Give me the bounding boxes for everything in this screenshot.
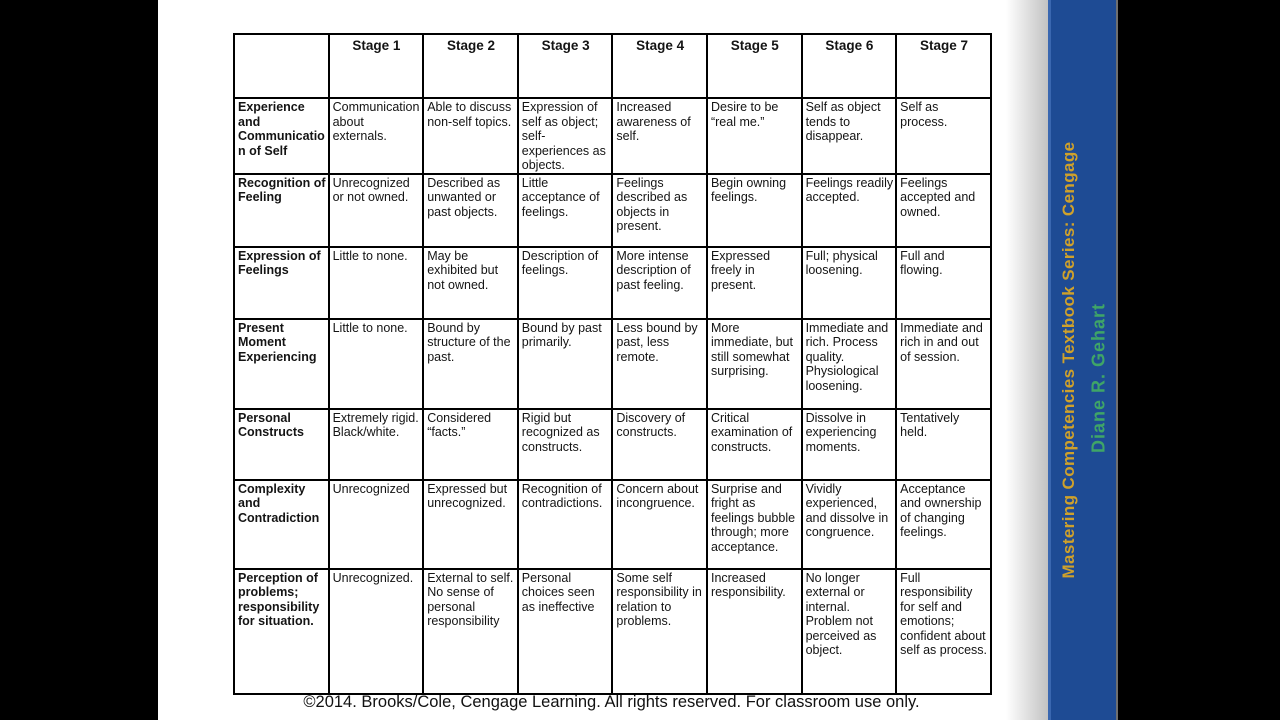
row-header: Experience and Communication of Self (234, 98, 329, 174)
table-row (234, 98, 991, 174)
slide-page (158, 0, 1048, 720)
stages-rubric (233, 33, 992, 695)
table-cell: Feelings described as objects in present. (612, 174, 707, 247)
table-cell: Feelings accepted and owned. (896, 174, 991, 247)
table-cell: Description of feelings. (518, 247, 613, 319)
table-cell: Dissolve in experiencing moments. (802, 409, 897, 480)
table-cell: External to self. No sense of personal responsibility (423, 569, 518, 694)
series-title-vertical-text: Mastering Competencies Textbook Series: Cengage (1059, 141, 1078, 579)
table-header-row (234, 34, 991, 98)
stages-table (233, 33, 992, 695)
table-cell: Feelings readily accepted. (802, 174, 897, 247)
table-cell: Tentatively held. (896, 409, 991, 480)
table-cell: Considered “facts.” (423, 409, 518, 480)
table-row (234, 569, 991, 694)
author-name-vertical-text: Diane R. Gehart (1088, 302, 1109, 454)
table-cell: Rigid but recognized as constructs. (518, 409, 613, 480)
column-header-stage-7: Stage 7 (896, 34, 991, 98)
table-cell: Able to discuss non-self topics. (423, 98, 518, 174)
table-cell: Immediate and rich in and out of session. (896, 319, 991, 409)
page-edge-shadow (1006, 0, 1048, 720)
table-cell: Desire to be “real me.” (707, 98, 802, 174)
table-cell: Expression of self as object; self-experiences as objects. (518, 98, 613, 174)
table-row (234, 247, 991, 319)
table-cell: Critical examination of constructs. (707, 409, 802, 480)
column-header-stage-1: Stage 1 (329, 34, 424, 98)
series-sidebar (1048, 0, 1116, 720)
table-cell: Expressed but unrecognized. (423, 480, 518, 569)
table-row (234, 319, 991, 409)
copyright-footer: ©2014. Brooks/Cole, Cengage Learning. All rights reserved. For classroom use only. (303, 693, 920, 711)
table-cell: Expressed freely in present. (707, 247, 802, 319)
table-cell: Vividly experienced, and dissolve in congruence. (802, 480, 897, 569)
table-cell: Concern about incongruence. (612, 480, 707, 569)
table-cell: No longer external or internal. Problem not perceived as object. (802, 569, 897, 694)
table-cell: Full and flowing. (896, 247, 991, 319)
column-header-stage-4: Stage 4 (612, 34, 707, 98)
table-cell: Full responsibility for self and emotions; confident about self as process. (896, 569, 991, 694)
row-header: Expression of Feelings (234, 247, 329, 319)
table-cell: Acceptance and ownership of changing feelings. (896, 480, 991, 569)
row-header: Recognition of Feeling (234, 174, 329, 247)
row-header: Present Moment Experiencing (234, 319, 329, 409)
sidebar-divider-line (1116, 0, 1118, 720)
table-corner-cell (234, 34, 329, 98)
table-cell: More intense description of past feeling. (612, 247, 707, 319)
column-header-stage-2: Stage 2 (423, 34, 518, 98)
table-cell: Self as process. (896, 98, 991, 174)
table-cell: Immediate and rich. Process quality. Physiological loosening. (802, 319, 897, 409)
column-header-stage-6: Stage 6 (802, 34, 897, 98)
table-cell: Increased awareness of self. (612, 98, 707, 174)
table-cell: Recognition of contradictions. (518, 480, 613, 569)
table-cell: Some self responsibility in relation to problems. (612, 569, 707, 694)
table-cell: Self as object tends to disappear. (802, 98, 897, 174)
table-cell: Full; physical loosening. (802, 247, 897, 319)
table-cell: Personal choices seen as ineffective (518, 569, 613, 694)
row-header: Complexity and Contradiction (234, 480, 329, 569)
table-cell: Little to none. (329, 319, 424, 409)
row-header: Personal Constructs (234, 409, 329, 480)
table-cell: Unrecognized or not owned. (329, 174, 424, 247)
table-cell: Bound by structure of the past. (423, 319, 518, 409)
table-cell: Bound by past primarily. (518, 319, 613, 409)
table-cell: Surprise and fright as feelings bubble through; more acceptance. (707, 480, 802, 569)
column-header-stage-5: Stage 5 (707, 34, 802, 98)
table-cell: Unrecognized. (329, 569, 424, 694)
row-header: Perception of problems; responsibility for situation. (234, 569, 329, 694)
table-cell: May be exhibited but not owned. (423, 247, 518, 319)
table-row (234, 409, 991, 480)
table-cell: Less bound by past, less remote. (612, 319, 707, 409)
table-cell: Described as unwanted or past objects. (423, 174, 518, 247)
table-cell: More immediate, but still somewhat surprising. (707, 319, 802, 409)
column-header-stage-3: Stage 3 (518, 34, 613, 98)
table-cell: Little to none. (329, 247, 424, 319)
table-cell: Little acceptance of feelings. (518, 174, 613, 247)
table-cell: Unrecognized (329, 480, 424, 569)
table-cell: Begin owning feelings. (707, 174, 802, 247)
table-cell: Increased responsibility. (707, 569, 802, 694)
table-cell: Extremely rigid. Black/white. (329, 409, 424, 480)
table-cell: Communication about externals. (329, 98, 424, 174)
table-cell: Discovery of constructs. (612, 409, 707, 480)
table-row (234, 480, 991, 569)
table-row (234, 174, 991, 247)
